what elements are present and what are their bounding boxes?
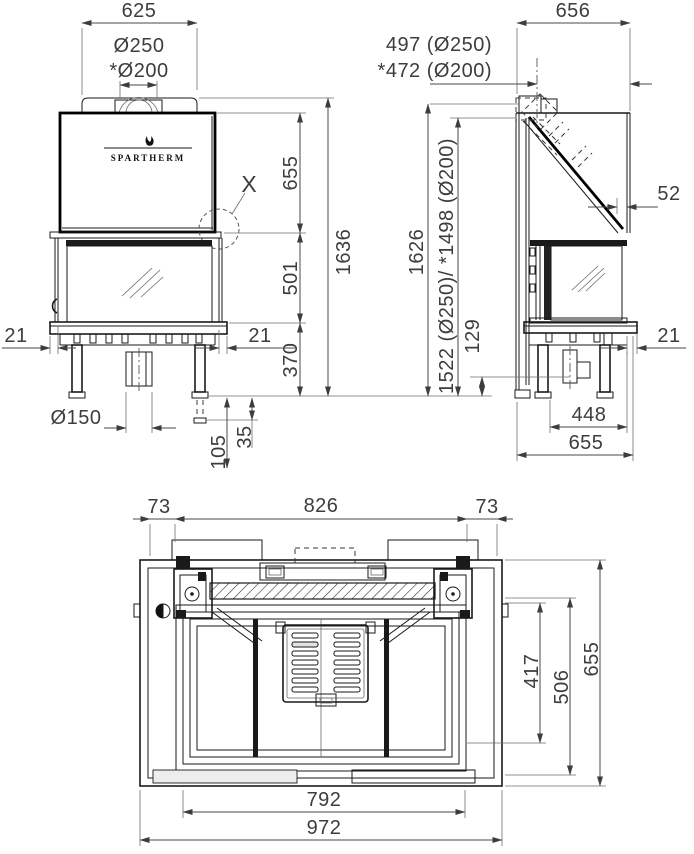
dim-duct-dia: Ø150 — [50, 407, 102, 429]
dim-base-depth: 448 — [571, 404, 607, 426]
section-marker-icon — [156, 604, 170, 618]
dim-foot-height: 105 — [208, 434, 230, 470]
dim-collar-dia: Ø250 — [113, 35, 165, 57]
dim-collar-width: 625 — [121, 0, 157, 22]
grate — [276, 622, 375, 706]
flame-icon — [146, 136, 154, 146]
side-clips-left — [530, 248, 535, 292]
bench-clips — [60, 334, 215, 345]
dim-collar-dia-alt: *Ø200 — [109, 60, 169, 82]
dim-inner-width: 792 — [306, 789, 342, 811]
dim-side-overhang: 21 — [657, 325, 681, 347]
side-view — [378, 0, 686, 461]
dim-total-height: 1636 — [333, 228, 355, 276]
dim-body-height: 655 — [280, 155, 302, 191]
dim-side-depth: 655 — [568, 432, 604, 454]
dim-overhang-left: 21 — [4, 325, 28, 347]
detail-x-label: X — [241, 171, 257, 197]
spartherm-logo — [104, 136, 192, 163]
dim-offset-left: 73 — [147, 496, 171, 518]
side-bench-clips — [529, 333, 627, 345]
dim-foot-travel: 35 — [234, 425, 256, 449]
dim-overhang-right: 21 — [248, 325, 272, 347]
mechanism-left — [174, 556, 212, 618]
dim-flue-pos-alt: *472 (Ø200) — [377, 60, 492, 82]
plan-dimensions — [133, 495, 606, 846]
dim-flue-height: 1522 (Ø250)/ *1498 (Ø200) — [436, 138, 458, 394]
side-dimensions — [378, 0, 686, 461]
dim-base-height: 370 — [280, 342, 302, 378]
plan-view — [133, 495, 606, 846]
dim-flue-pos: 497 (Ø250) — [385, 34, 492, 56]
air-duct — [126, 348, 152, 392]
dim-offset-right: 73 — [475, 496, 499, 518]
dim-depth-top: 656 — [555, 0, 591, 22]
dim-floor-clearance: 129 — [462, 318, 484, 354]
dim-total-width: 972 — [306, 817, 342, 839]
dim-inner-depth: 417 — [521, 653, 543, 689]
dim-plan-depth: 655 — [581, 641, 603, 677]
dim-mid-depth: 506 — [551, 669, 573, 705]
dim-glass-height: 501 — [280, 260, 302, 296]
dim-opening-width: 826 — [303, 495, 339, 517]
logo-text: SPARTHERM — [110, 153, 186, 163]
dim-side-total-height: 1626 — [406, 228, 428, 276]
dim-glass-offset: 52 — [657, 183, 681, 205]
side-flue-collar — [516, 58, 558, 130]
